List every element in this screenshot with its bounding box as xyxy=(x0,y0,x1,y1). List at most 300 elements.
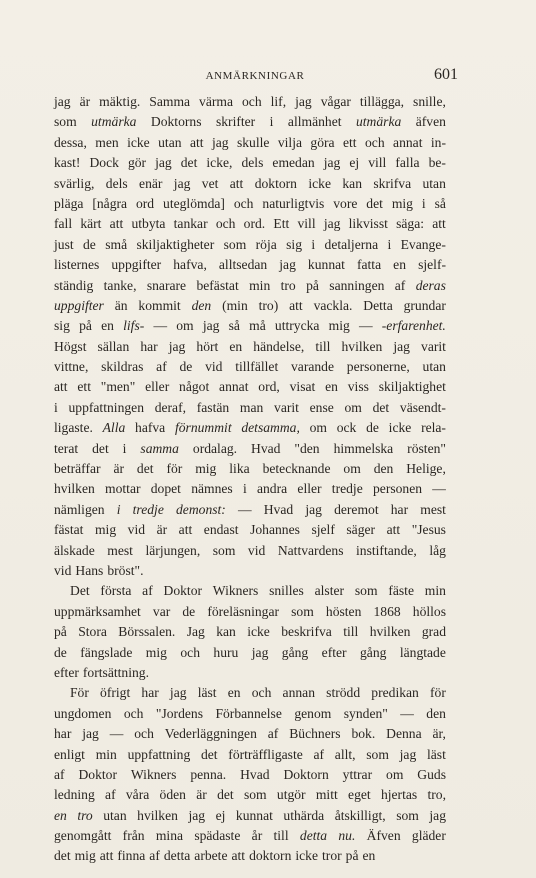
word: — xyxy=(400,705,414,721)
word: de xyxy=(179,359,193,375)
word: att xyxy=(386,522,401,538)
word: en xyxy=(325,379,338,395)
word: befästat xyxy=(196,277,239,293)
word: en xyxy=(393,257,407,273)
word: än xyxy=(114,297,128,313)
word: "den xyxy=(294,440,320,456)
word: och xyxy=(233,195,254,211)
word: våra xyxy=(125,787,150,803)
word: så xyxy=(434,195,446,211)
text-line xyxy=(54,765,446,785)
word: hvilken xyxy=(54,481,95,497)
word: in- xyxy=(430,134,446,150)
word: varande xyxy=(290,359,335,375)
word: betecknande xyxy=(262,461,331,477)
word: jag xyxy=(305,501,322,517)
word: att xyxy=(231,848,246,864)
text-line xyxy=(54,214,446,234)
word: att xyxy=(178,522,193,538)
word: uttrycka xyxy=(274,318,320,334)
emphasized-word: i xyxy=(116,501,121,517)
word: utgör xyxy=(276,787,306,803)
emphasized-word: en xyxy=(54,807,67,823)
emphasized-word: lifs- xyxy=(123,318,145,334)
text-line xyxy=(54,581,446,601)
emphasized-word: uppgifter xyxy=(54,297,104,313)
word: sällan xyxy=(97,338,130,354)
text-line xyxy=(54,745,446,765)
word: genomgått xyxy=(54,828,112,844)
word: det xyxy=(200,746,218,762)
word: göra xyxy=(310,134,335,150)
word: tanke, xyxy=(103,277,137,293)
word: icke xyxy=(295,848,319,864)
word: emedan xyxy=(272,155,315,171)
word: vid xyxy=(127,522,146,538)
word: något xyxy=(179,379,210,395)
word: personen xyxy=(372,481,423,497)
word: (min xyxy=(222,297,248,313)
word: Johannes xyxy=(250,522,300,538)
word: det xyxy=(54,848,71,864)
word: ledning xyxy=(54,787,95,803)
word: kan xyxy=(342,175,362,191)
word: tredje xyxy=(331,481,363,497)
text-line xyxy=(54,724,446,744)
word: utan xyxy=(103,807,127,823)
text-line xyxy=(54,174,446,194)
word: — xyxy=(237,501,252,517)
word: utbyta xyxy=(131,216,166,232)
word: kunnat xyxy=(307,257,345,273)
word: allt, xyxy=(334,746,356,762)
word: i xyxy=(54,399,58,415)
word: eller xyxy=(297,481,322,497)
word: mig xyxy=(195,461,217,477)
word: man xyxy=(239,399,264,415)
word: ungdomen xyxy=(54,705,112,721)
word: mest xyxy=(420,501,446,517)
word: att xyxy=(54,379,68,395)
word: Denna xyxy=(386,726,422,742)
word: — xyxy=(153,318,168,334)
word: Büchners xyxy=(289,726,341,742)
word: doktorn xyxy=(249,848,292,864)
word: kunnat xyxy=(235,807,273,823)
word: mig xyxy=(74,848,96,864)
word: i xyxy=(421,195,426,211)
word: mottar xyxy=(105,481,141,497)
word: som xyxy=(291,603,314,619)
word: läst xyxy=(426,746,446,762)
text-line xyxy=(54,133,446,153)
word: "Jordens xyxy=(155,705,203,721)
word: dessa, xyxy=(54,134,87,150)
word: öfrigt xyxy=(100,685,131,701)
word: utan xyxy=(422,175,446,191)
emphasized-word: -erfarenhet. xyxy=(381,318,446,334)
word: åtskilligt, xyxy=(334,807,386,823)
word: uteglömda] xyxy=(163,195,225,211)
word: snilles xyxy=(269,583,304,599)
word: ligaste. xyxy=(54,420,93,436)
word: utan xyxy=(158,134,182,150)
word: jag xyxy=(211,134,229,150)
emphasized-word: utmärka xyxy=(355,114,402,130)
word: är xyxy=(79,94,91,109)
word: som xyxy=(223,236,247,252)
word: för xyxy=(166,461,183,477)
word: icke xyxy=(308,175,331,191)
word: grundar xyxy=(403,297,446,313)
text-line xyxy=(54,316,446,336)
word: tillägga, xyxy=(359,94,405,109)
word: förträffligaste xyxy=(228,746,303,762)
word: lif, xyxy=(270,94,287,109)
word: jag xyxy=(173,175,191,191)
word: skulle xyxy=(236,134,270,150)
word: hvilken xyxy=(137,807,178,823)
word: uppfattning xyxy=(127,746,191,762)
word: dels xyxy=(241,155,264,171)
word: Hvad xyxy=(240,766,270,782)
word: detaljerna xyxy=(324,236,379,252)
word: mest xyxy=(107,542,133,558)
word: mig xyxy=(145,644,167,660)
word: har xyxy=(141,685,159,701)
word: har xyxy=(390,501,409,517)
word: har xyxy=(54,726,72,742)
word: be- xyxy=(428,155,446,171)
word: Samma xyxy=(149,94,191,109)
word: yttrar xyxy=(342,766,373,782)
text-line xyxy=(54,602,446,622)
word: föreläsningar xyxy=(207,603,280,619)
word: fastän xyxy=(196,399,230,415)
text-line xyxy=(54,826,446,846)
word: och xyxy=(215,216,236,232)
word: Doktor xyxy=(78,766,117,782)
word: en xyxy=(229,338,243,354)
word: skrifva xyxy=(373,175,412,191)
word: rösten" xyxy=(407,440,446,456)
word: Helige, xyxy=(406,461,446,477)
word: uppgifter xyxy=(111,257,162,273)
word: tror xyxy=(322,848,342,864)
word: Evange- xyxy=(400,236,446,252)
word: rela- xyxy=(421,420,446,436)
word: som xyxy=(396,807,419,823)
word: Guds xyxy=(417,766,446,782)
word: i xyxy=(269,114,274,130)
word: om xyxy=(344,399,362,415)
word: den xyxy=(373,461,394,477)
word: mina xyxy=(155,828,184,844)
word: och xyxy=(123,705,144,721)
word: tro, xyxy=(427,787,446,803)
word: bröst". xyxy=(107,562,144,578)
word: fäste xyxy=(388,583,414,599)
word: första xyxy=(100,583,132,599)
word: beträffar xyxy=(54,461,101,477)
word: efter xyxy=(321,644,347,660)
word: skrifter xyxy=(215,114,256,130)
text-line xyxy=(54,500,446,520)
word: vilja xyxy=(277,134,303,150)
word: kast! xyxy=(54,155,81,171)
word: alster xyxy=(314,583,345,599)
word: tillfället xyxy=(235,359,279,375)
word: längtade xyxy=(399,644,446,660)
word: ett xyxy=(77,379,91,395)
word: af xyxy=(54,766,65,782)
word: och xyxy=(242,94,262,109)
word: gläder xyxy=(411,828,446,844)
word: "Jesus xyxy=(411,522,446,538)
emphasized-word: tredje xyxy=(132,501,164,517)
word: jag xyxy=(169,685,187,701)
word: hvilken xyxy=(369,624,411,640)
text-line xyxy=(54,520,446,540)
word: ense xyxy=(309,399,334,415)
word: Vederläggningen xyxy=(164,726,257,742)
word: andra xyxy=(256,481,288,497)
word: strödd xyxy=(326,685,361,701)
word: att xyxy=(229,175,244,191)
word: penna. xyxy=(190,766,227,782)
word: nämnes xyxy=(191,481,233,497)
word: på xyxy=(345,848,359,864)
word: För xyxy=(70,685,89,701)
word: sig xyxy=(286,236,303,252)
word: det xyxy=(92,440,109,456)
word: jag xyxy=(323,216,341,232)
word: kan xyxy=(216,624,236,640)
word: min xyxy=(95,746,117,762)
word: doktorn xyxy=(254,175,297,191)
word: har xyxy=(140,338,158,354)
word: säga: xyxy=(396,216,425,232)
word: säger xyxy=(346,522,376,538)
word: fängslade xyxy=(80,644,133,660)
word: och xyxy=(134,726,154,742)
word: Detta xyxy=(363,297,393,313)
word: tro xyxy=(280,277,296,293)
word: att xyxy=(99,848,114,864)
word: för xyxy=(430,685,446,701)
word: — xyxy=(432,481,446,497)
word: — xyxy=(359,318,373,334)
word: tankar xyxy=(173,216,208,232)
word: mig xyxy=(391,195,413,211)
word: det xyxy=(217,787,234,803)
word: var xyxy=(152,603,171,619)
emphasized-word: den xyxy=(191,297,212,313)
word: mitt xyxy=(315,787,338,803)
body-text xyxy=(54,92,446,867)
word: i xyxy=(387,236,392,252)
word: enär xyxy=(139,175,163,191)
word: fästat xyxy=(54,522,84,538)
word: ett xyxy=(342,134,357,150)
text-line xyxy=(54,846,446,866)
word: ord xyxy=(135,195,155,211)
word: instiftande, xyxy=(356,542,417,558)
word: personerne, xyxy=(346,359,410,375)
word: vet xyxy=(201,175,219,191)
word: icke xyxy=(388,420,412,436)
word: beskrifva xyxy=(281,624,332,640)
word: i xyxy=(311,236,316,252)
text-line xyxy=(54,337,446,357)
word: värma xyxy=(199,94,234,109)
word: af xyxy=(142,583,153,599)
word: år xyxy=(251,828,263,844)
word: "men" xyxy=(100,379,136,395)
word: Hvad xyxy=(263,501,294,517)
text-line xyxy=(54,459,446,479)
word: allmänhet xyxy=(287,114,342,130)
word: min xyxy=(424,583,446,599)
word: om xyxy=(343,461,361,477)
word: mig xyxy=(328,318,350,334)
word: jag xyxy=(429,807,446,823)
text-line xyxy=(54,683,446,703)
word: ej xyxy=(215,807,226,823)
word: jag xyxy=(155,155,172,171)
word: nämligen xyxy=(54,501,105,517)
word: Ett xyxy=(273,216,290,232)
emphasized-word: nu. xyxy=(338,828,356,844)
word: vid xyxy=(247,542,266,558)
word: utan xyxy=(422,359,446,375)
word: arbete xyxy=(194,848,228,864)
word: Doktorns xyxy=(150,114,202,130)
word: af xyxy=(156,359,167,375)
word: skildras xyxy=(101,359,144,375)
word: röja xyxy=(255,236,277,252)
word: min xyxy=(249,277,271,293)
word: grad xyxy=(421,624,446,640)
word: fortsättning. xyxy=(82,664,149,680)
word: kommit xyxy=(138,297,181,313)
text-line xyxy=(54,418,446,438)
word: snarare xyxy=(146,277,187,293)
word: skiljaktigheter xyxy=(136,236,215,252)
word: icke xyxy=(247,624,270,640)
word: att xyxy=(109,216,124,232)
word: är xyxy=(196,787,207,803)
word: efter xyxy=(54,664,79,680)
word: Äfven xyxy=(366,828,401,844)
word: älskade xyxy=(54,542,95,558)
word: och xyxy=(364,134,385,150)
word: den xyxy=(426,705,446,721)
word: gör xyxy=(127,155,147,171)
word: tro) xyxy=(258,297,279,313)
word: är xyxy=(156,522,168,538)
emphasized-word: Alla xyxy=(102,420,126,436)
word: snille, xyxy=(413,94,446,109)
word: lika xyxy=(229,461,250,477)
word: små xyxy=(105,236,128,252)
text-line xyxy=(54,663,446,683)
word: finna xyxy=(117,848,146,864)
word: Doktorn xyxy=(283,766,329,782)
word: spädaste xyxy=(194,828,241,844)
word: hafva xyxy=(135,420,166,436)
word: just xyxy=(54,236,74,252)
word: Det xyxy=(70,583,90,599)
word: dopet xyxy=(150,481,181,497)
word: till xyxy=(273,828,289,844)
text-line xyxy=(54,194,446,214)
word: detta xyxy=(163,848,191,864)
word: en xyxy=(362,848,376,864)
word: Hvad xyxy=(251,440,281,456)
word: en xyxy=(101,318,114,334)
word: i xyxy=(242,481,247,497)
word: fall xyxy=(54,216,73,232)
word: mäktig. xyxy=(99,94,141,109)
word: men xyxy=(95,134,119,150)
word: uppmärksamhet xyxy=(54,603,141,619)
word: vågar xyxy=(320,94,351,109)
emphasized-word: samma xyxy=(140,440,179,456)
text-line xyxy=(54,439,446,459)
word: är xyxy=(113,461,125,477)
emphasized-word: tro xyxy=(77,807,93,823)
text-line xyxy=(54,112,446,132)
word: ej xyxy=(349,155,360,171)
word: de xyxy=(182,603,196,619)
word: jag xyxy=(188,807,206,823)
word: jag xyxy=(251,644,269,660)
word: ständig xyxy=(54,277,94,293)
word: visat xyxy=(289,379,316,395)
text-line xyxy=(54,479,446,499)
word: vackla. xyxy=(313,297,353,313)
word: är, xyxy=(432,726,446,742)
word: som xyxy=(354,583,378,599)
text-line xyxy=(54,398,446,418)
word: synden" xyxy=(343,705,388,721)
word: fatta xyxy=(356,257,382,273)
text-line xyxy=(54,785,446,805)
word: ock xyxy=(336,420,357,436)
word: de xyxy=(366,420,379,436)
emphasized-word: förnummit xyxy=(174,420,232,436)
word: gång xyxy=(281,644,309,660)
text-line xyxy=(54,541,446,561)
word: annat xyxy=(393,134,423,150)
word: alltsedan xyxy=(218,257,268,273)
word: det xyxy=(180,155,198,171)
word: som xyxy=(366,746,389,762)
word: på xyxy=(79,318,92,334)
word: att xyxy=(432,216,446,232)
word: som xyxy=(212,542,236,558)
word: af xyxy=(394,277,406,293)
word: Förbannelse xyxy=(215,705,282,721)
word: äfven xyxy=(415,114,446,130)
word: jag xyxy=(82,726,99,742)
word: sjelf- xyxy=(418,257,446,273)
word: af xyxy=(313,746,325,762)
word: sanningen xyxy=(329,277,385,293)
word: i xyxy=(122,440,127,456)
word: pläga xyxy=(54,195,84,211)
